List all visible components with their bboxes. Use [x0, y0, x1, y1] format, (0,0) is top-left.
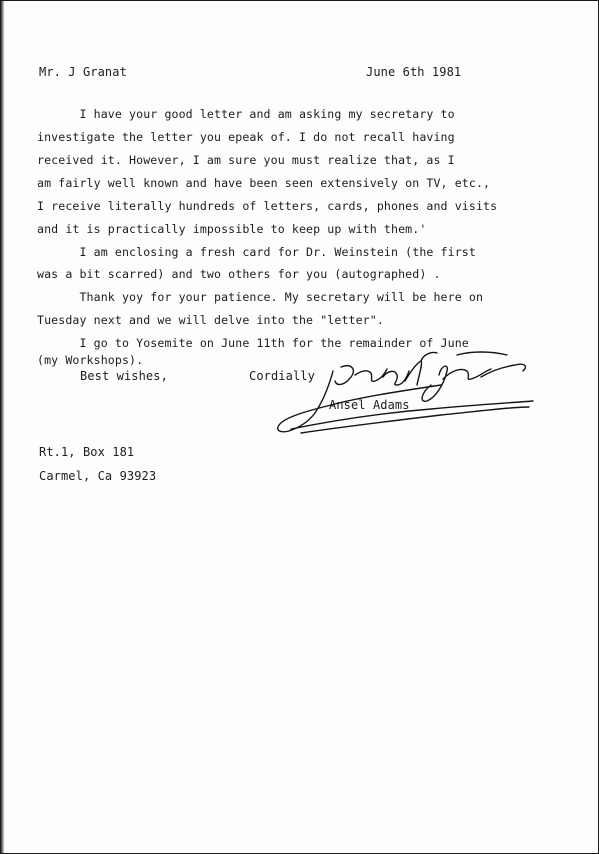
- recipient-salutation: Mr. J Granat: [39, 65, 127, 79]
- signer-name: Ansel Adams: [329, 398, 410, 412]
- address-line-2: Carmel, Ca 93923: [39, 469, 157, 483]
- body-line: was a bit scarred) and two others for you (autographed) .: [37, 267, 441, 281]
- handwritten-signature-icon: [271, 341, 541, 441]
- body-line: I receive literally hundreds of letters, cards, phones and visits: [37, 199, 498, 213]
- body-line: I am enclosing a fresh card for Dr. Weinstein (the first: [37, 245, 476, 259]
- body-line: I go to Yosemite on June 11th for the remainder of June: [37, 336, 469, 350]
- closing-best-wishes: Best wishes,: [80, 369, 168, 383]
- body-line: Thank yoy for your patience. My secretary will be here on: [37, 290, 484, 304]
- body-line: (my Workshops).: [37, 353, 144, 367]
- body-line: received it. However, I am sure you must realize that, as I: [37, 153, 455, 167]
- body-line: am fairly well known and have been seen extensively on TV, etc.,: [37, 176, 491, 190]
- body-line: and it is practically impossible to keep up with them.': [37, 222, 427, 236]
- address-line-1: Rt.1, Box 181: [39, 445, 135, 459]
- body-line: Tuesday next and we will delve into the "letter".: [37, 313, 384, 327]
- paper-edge-shadow: [1, 1, 4, 853]
- body-line: I have your good letter and am asking my secretary to: [37, 107, 455, 121]
- letter-date: June 6th 1981: [366, 65, 462, 79]
- closing-cordially: Cordially: [249, 369, 315, 383]
- body-line: investigate the letter you epeak of. I do not recall having: [37, 130, 455, 144]
